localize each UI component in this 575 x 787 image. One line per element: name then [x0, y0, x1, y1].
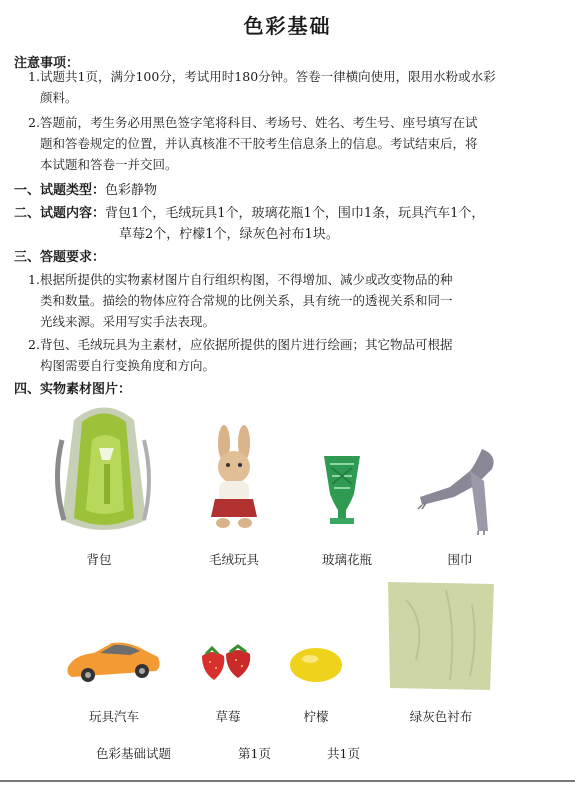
label-backpack: 背包	[86, 552, 112, 567]
footer-total: 共1页	[327, 746, 360, 761]
section-images-label: 四、实物素材图片：	[14, 382, 132, 397]
strawberry-image	[198, 644, 258, 684]
label-cloth: 绿灰色衬布	[409, 709, 473, 724]
section-requirements-label: 三、答题要求：	[14, 250, 106, 265]
section-content-line2: 草莓2个，柠檬1个，绿灰色衬布1块。	[119, 227, 339, 242]
section-content-label: 二、试题内容：	[14, 206, 106, 221]
cloth-image	[386, 580, 496, 692]
toy-car-image	[64, 637, 162, 687]
note-1-cont: 颜料。	[40, 90, 78, 105]
req-1-line2: 类和数量。描绘的物体应符合常规的比例关系，具有统一的透视关系和同一	[40, 293, 453, 308]
label-lemon: 柠檬	[303, 709, 329, 724]
req-1-line1: 根据所提供的实物素材图片自行组织构图，不得增加、减少或改变物品的种	[40, 272, 453, 287]
section-type-label: 一、试题类型：	[14, 183, 106, 198]
label-plush: 毛绒玩具	[208, 552, 259, 567]
label-vase: 玻璃花瓶	[321, 552, 372, 567]
req-1-line3: 光线来源。采用写实手法表现。	[40, 314, 216, 329]
note-2-num: 2.	[28, 115, 40, 130]
plush-toy-image	[199, 425, 269, 535]
vase-image	[320, 454, 364, 528]
footer-page: 第1页	[238, 746, 271, 761]
req-2-line2: 构图需要自行变换角度和方向。	[40, 358, 216, 373]
page-title: 色彩基础	[243, 14, 332, 38]
note-2-cont1: 题和答卷规定的位置，并认真核准不干胶考生信息条上的信息。考试结束后，将	[40, 136, 478, 151]
note-2-cont2: 本试题和答卷一并交回。	[40, 157, 178, 172]
page-bottom-border	[0, 780, 575, 782]
req-1-num: 1.	[28, 272, 40, 287]
label-car: 玩具汽车	[88, 709, 139, 724]
note-1-num: 1.	[28, 69, 40, 84]
label-strawberry: 草莓	[215, 709, 241, 724]
req-2-line1: 背包、毛绒玩具为主素材，应依据所提供的图片进行绘画；其它物品可根据	[40, 337, 453, 352]
label-scarf: 围巾	[447, 552, 473, 567]
section-content-line1: 背包1个，毛绒玩具1个，玻璃花瓶1个，围巾1条，玩具汽车1个，	[105, 206, 485, 221]
section-content	[14, 203, 484, 224]
note-1-text: 试题共1页，满分100分，考试用时180分钟。答卷一律横向使用，限用水粉或水彩	[40, 69, 496, 84]
section-type-value: 色彩静物	[105, 183, 158, 198]
section-type	[14, 180, 157, 201]
notes-heading: 注意事项：	[14, 56, 80, 71]
footer-name: 色彩基础试题	[96, 746, 172, 761]
req-2-num: 2.	[28, 337, 40, 352]
note-2-text: 答题前，考生务必用黑色签字笔将科目、考场号、姓名、考生号、座号填写在试	[40, 115, 478, 130]
lemon-image	[286, 645, 346, 685]
backpack-image	[44, 400, 164, 540]
scarf-image	[414, 445, 504, 535]
